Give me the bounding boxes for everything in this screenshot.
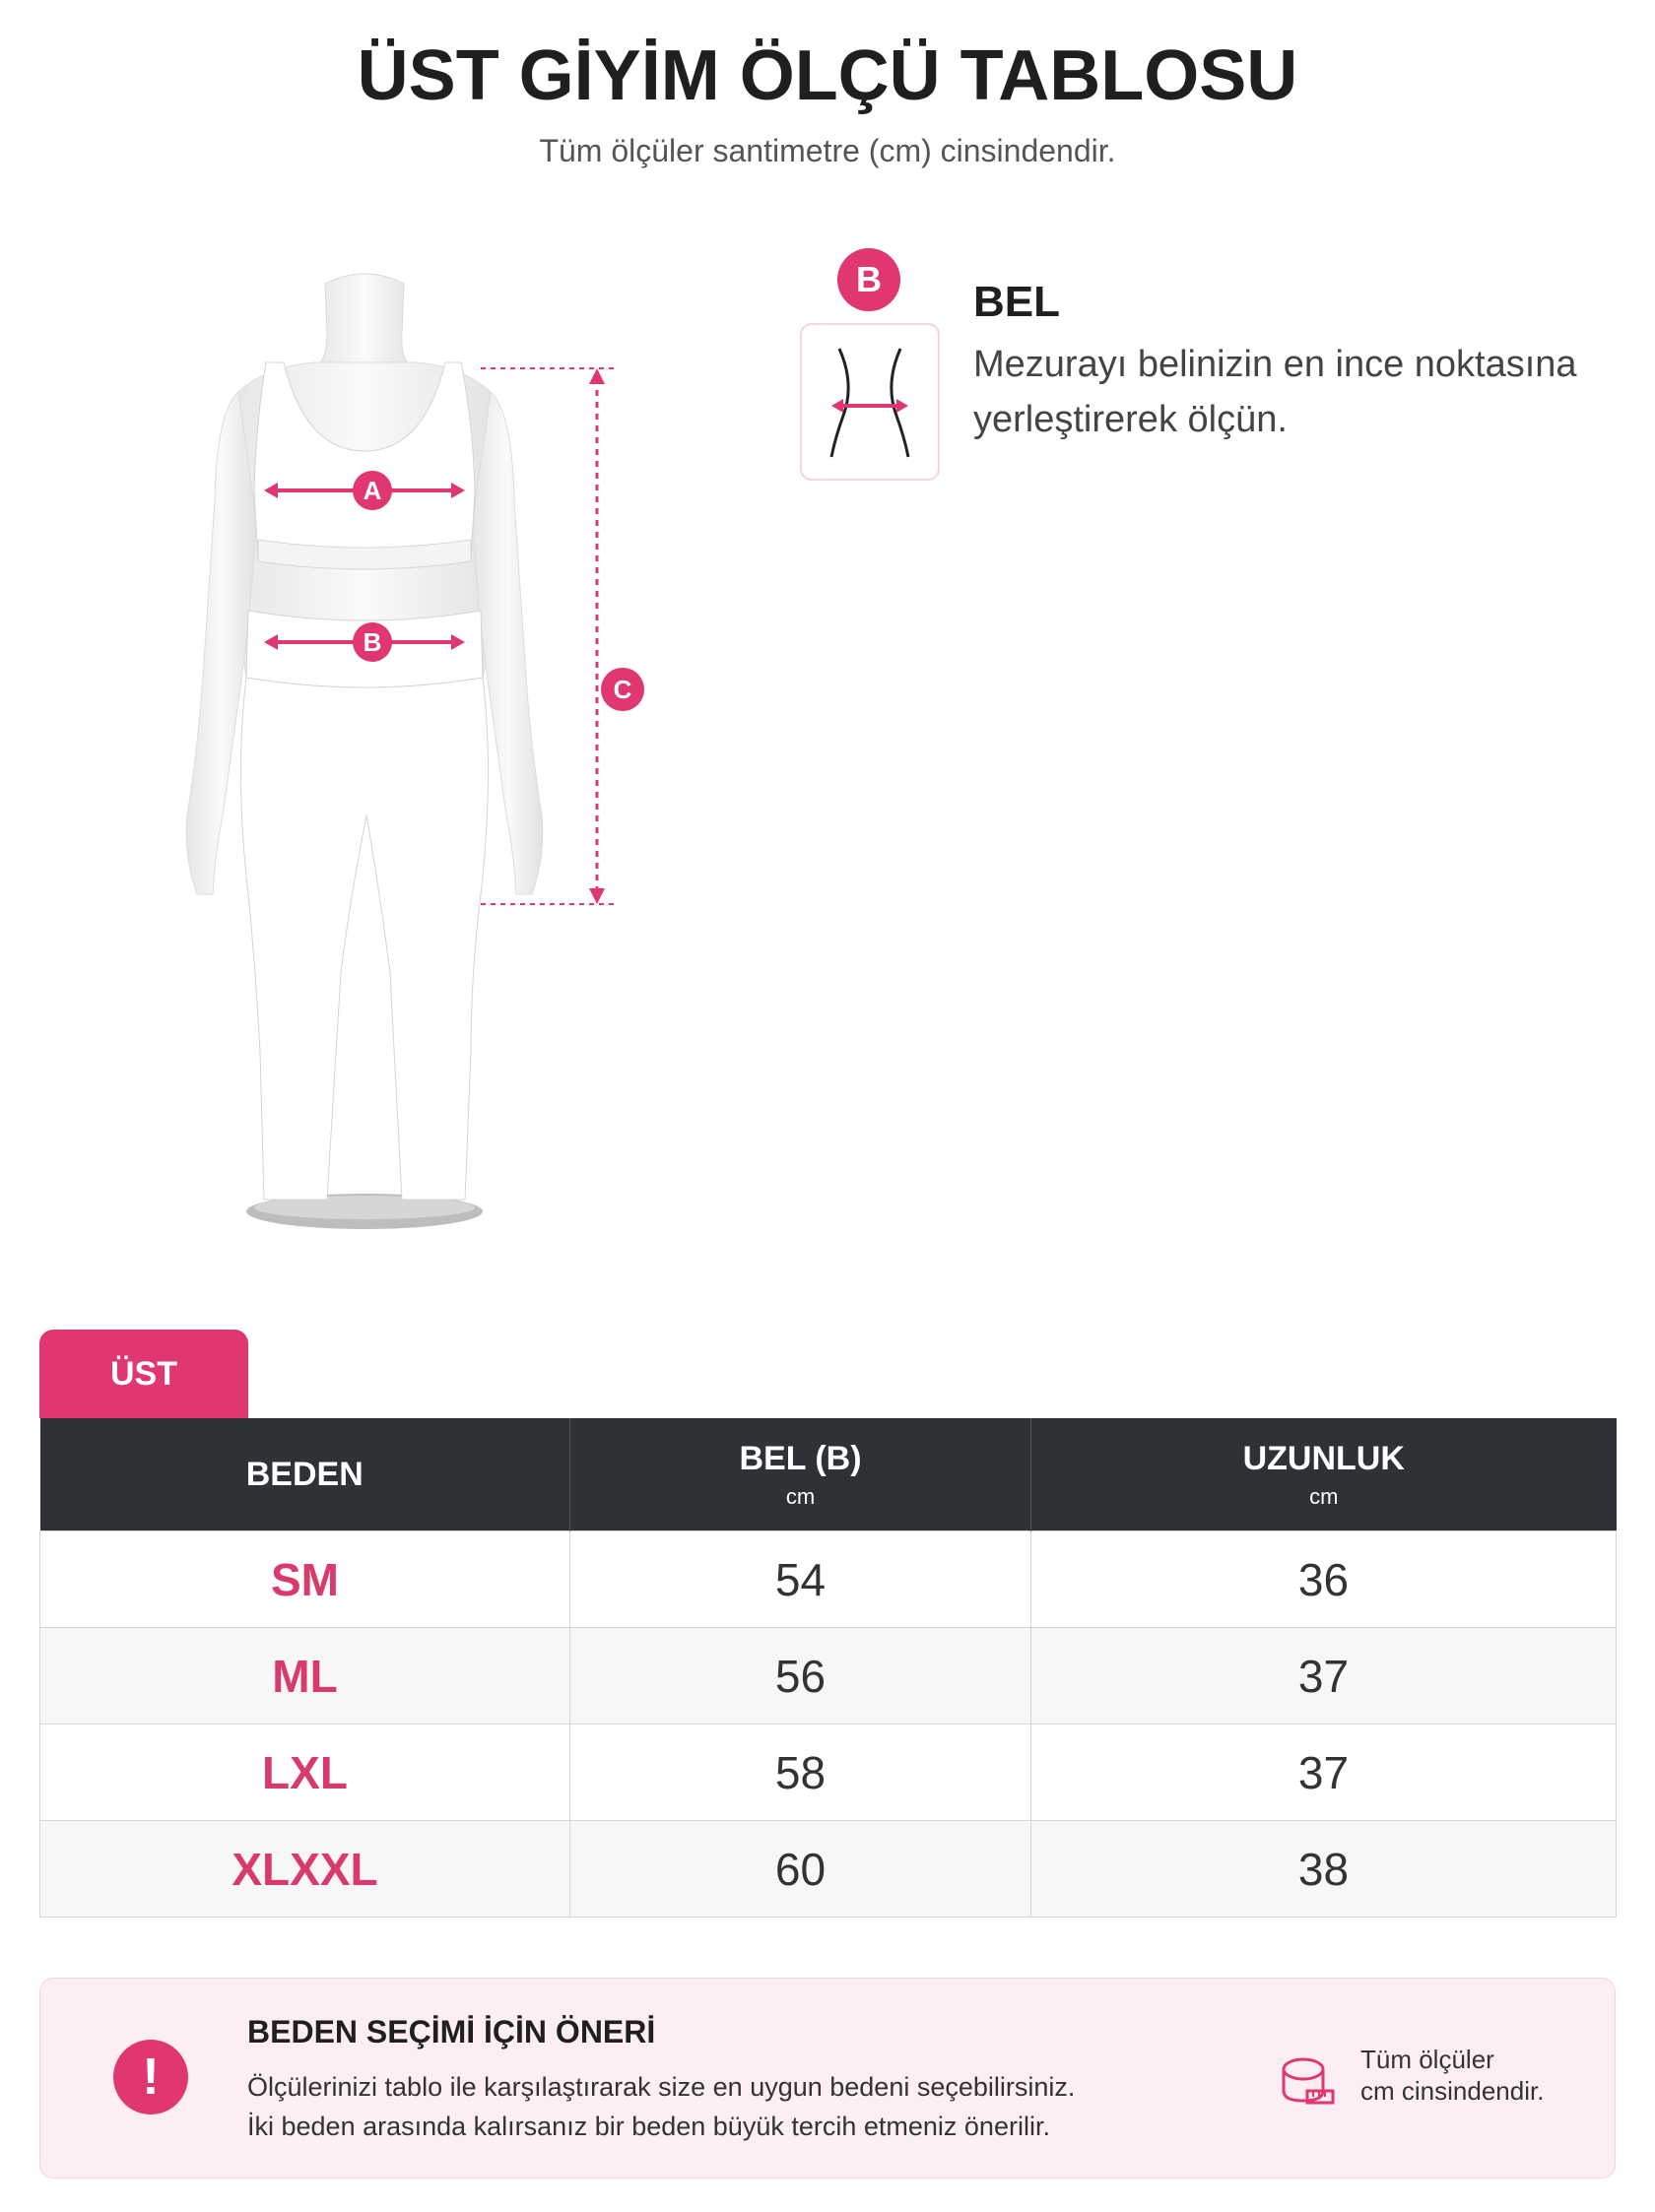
header-bel: BEL (B) cm [570,1418,1031,1531]
bel-cell: 58 [570,1724,1031,1821]
size-cell: SM [40,1531,570,1628]
measurement-description: Mezurayı belinizin en ince noktasına yerleştirerek ölçün. [973,344,1577,440]
unit-note [1360,2044,1587,2107]
bel-cell: 56 [570,1628,1031,1724]
recommendation-line-1: Ölçülerinizi tablo ile karşılaştırarak size en uygun bedeni seçebilirsiniz. [247,2072,1076,2102]
unit-note-line-1: Tüm ölçüler [1360,2045,1494,2074]
mannequin-neck [313,274,416,370]
header-uzunluk: UZUNLUK cm [1031,1418,1617,1531]
size-cell: XLXXL [40,1821,570,1918]
measuring-tape-icon [1278,2051,1337,2111]
table-row [40,1628,1617,1724]
page-title: ÜST GİYİM ÖLÇÜ TABLOSU [357,36,1298,115]
table-row [40,1821,1617,1918]
size-cell: LXL [40,1724,570,1821]
marker-a-label: A [363,476,382,505]
bel-cell: 60 [570,1821,1031,1918]
recommendation-title: BEDEN SEÇİMİ İÇİN ÖNERİ [247,2014,656,2049]
marker-b-label: B [363,627,382,657]
table-row [40,1531,1617,1628]
recommendation-text [247,2067,1134,2146]
marker-c-label: C [613,675,632,704]
uzunluk-cell: 37 [1031,1724,1617,1821]
size-table [39,1418,1617,1918]
header-beden: BEDEN [40,1418,570,1531]
table-header-row [40,1418,1617,1531]
recommendation-line-2: İki beden arasında kalırsanız bir beden büyük tercih etmeniz önerilir. [247,2112,1050,2141]
mannequin-figure [158,264,670,1249]
recommendation-box [39,1978,1616,2179]
waist-measure-icon [800,323,940,481]
measurement-title: BEL [973,278,1060,326]
page-subtitle: Tüm ölçüler santimetre (cm) cinsindendir. [539,133,1116,168]
uzunluk-cell: 36 [1031,1531,1617,1628]
measurement-badge: B [837,248,900,311]
unit-note-line-2: cm cinsindendir. [1360,2076,1545,2106]
mannequin-illustration [158,264,670,1249]
exclamation-icon: ! [113,2040,188,2114]
uzunluk-cell: 38 [1031,1821,1617,1918]
table-row [40,1724,1617,1821]
bel-cell: 54 [570,1531,1031,1628]
leggings [240,678,488,1200]
size-cell: ML [40,1628,570,1724]
tab-ust[interactable]: ÜST [39,1330,248,1418]
uzunluk-cell: 37 [1031,1628,1617,1724]
